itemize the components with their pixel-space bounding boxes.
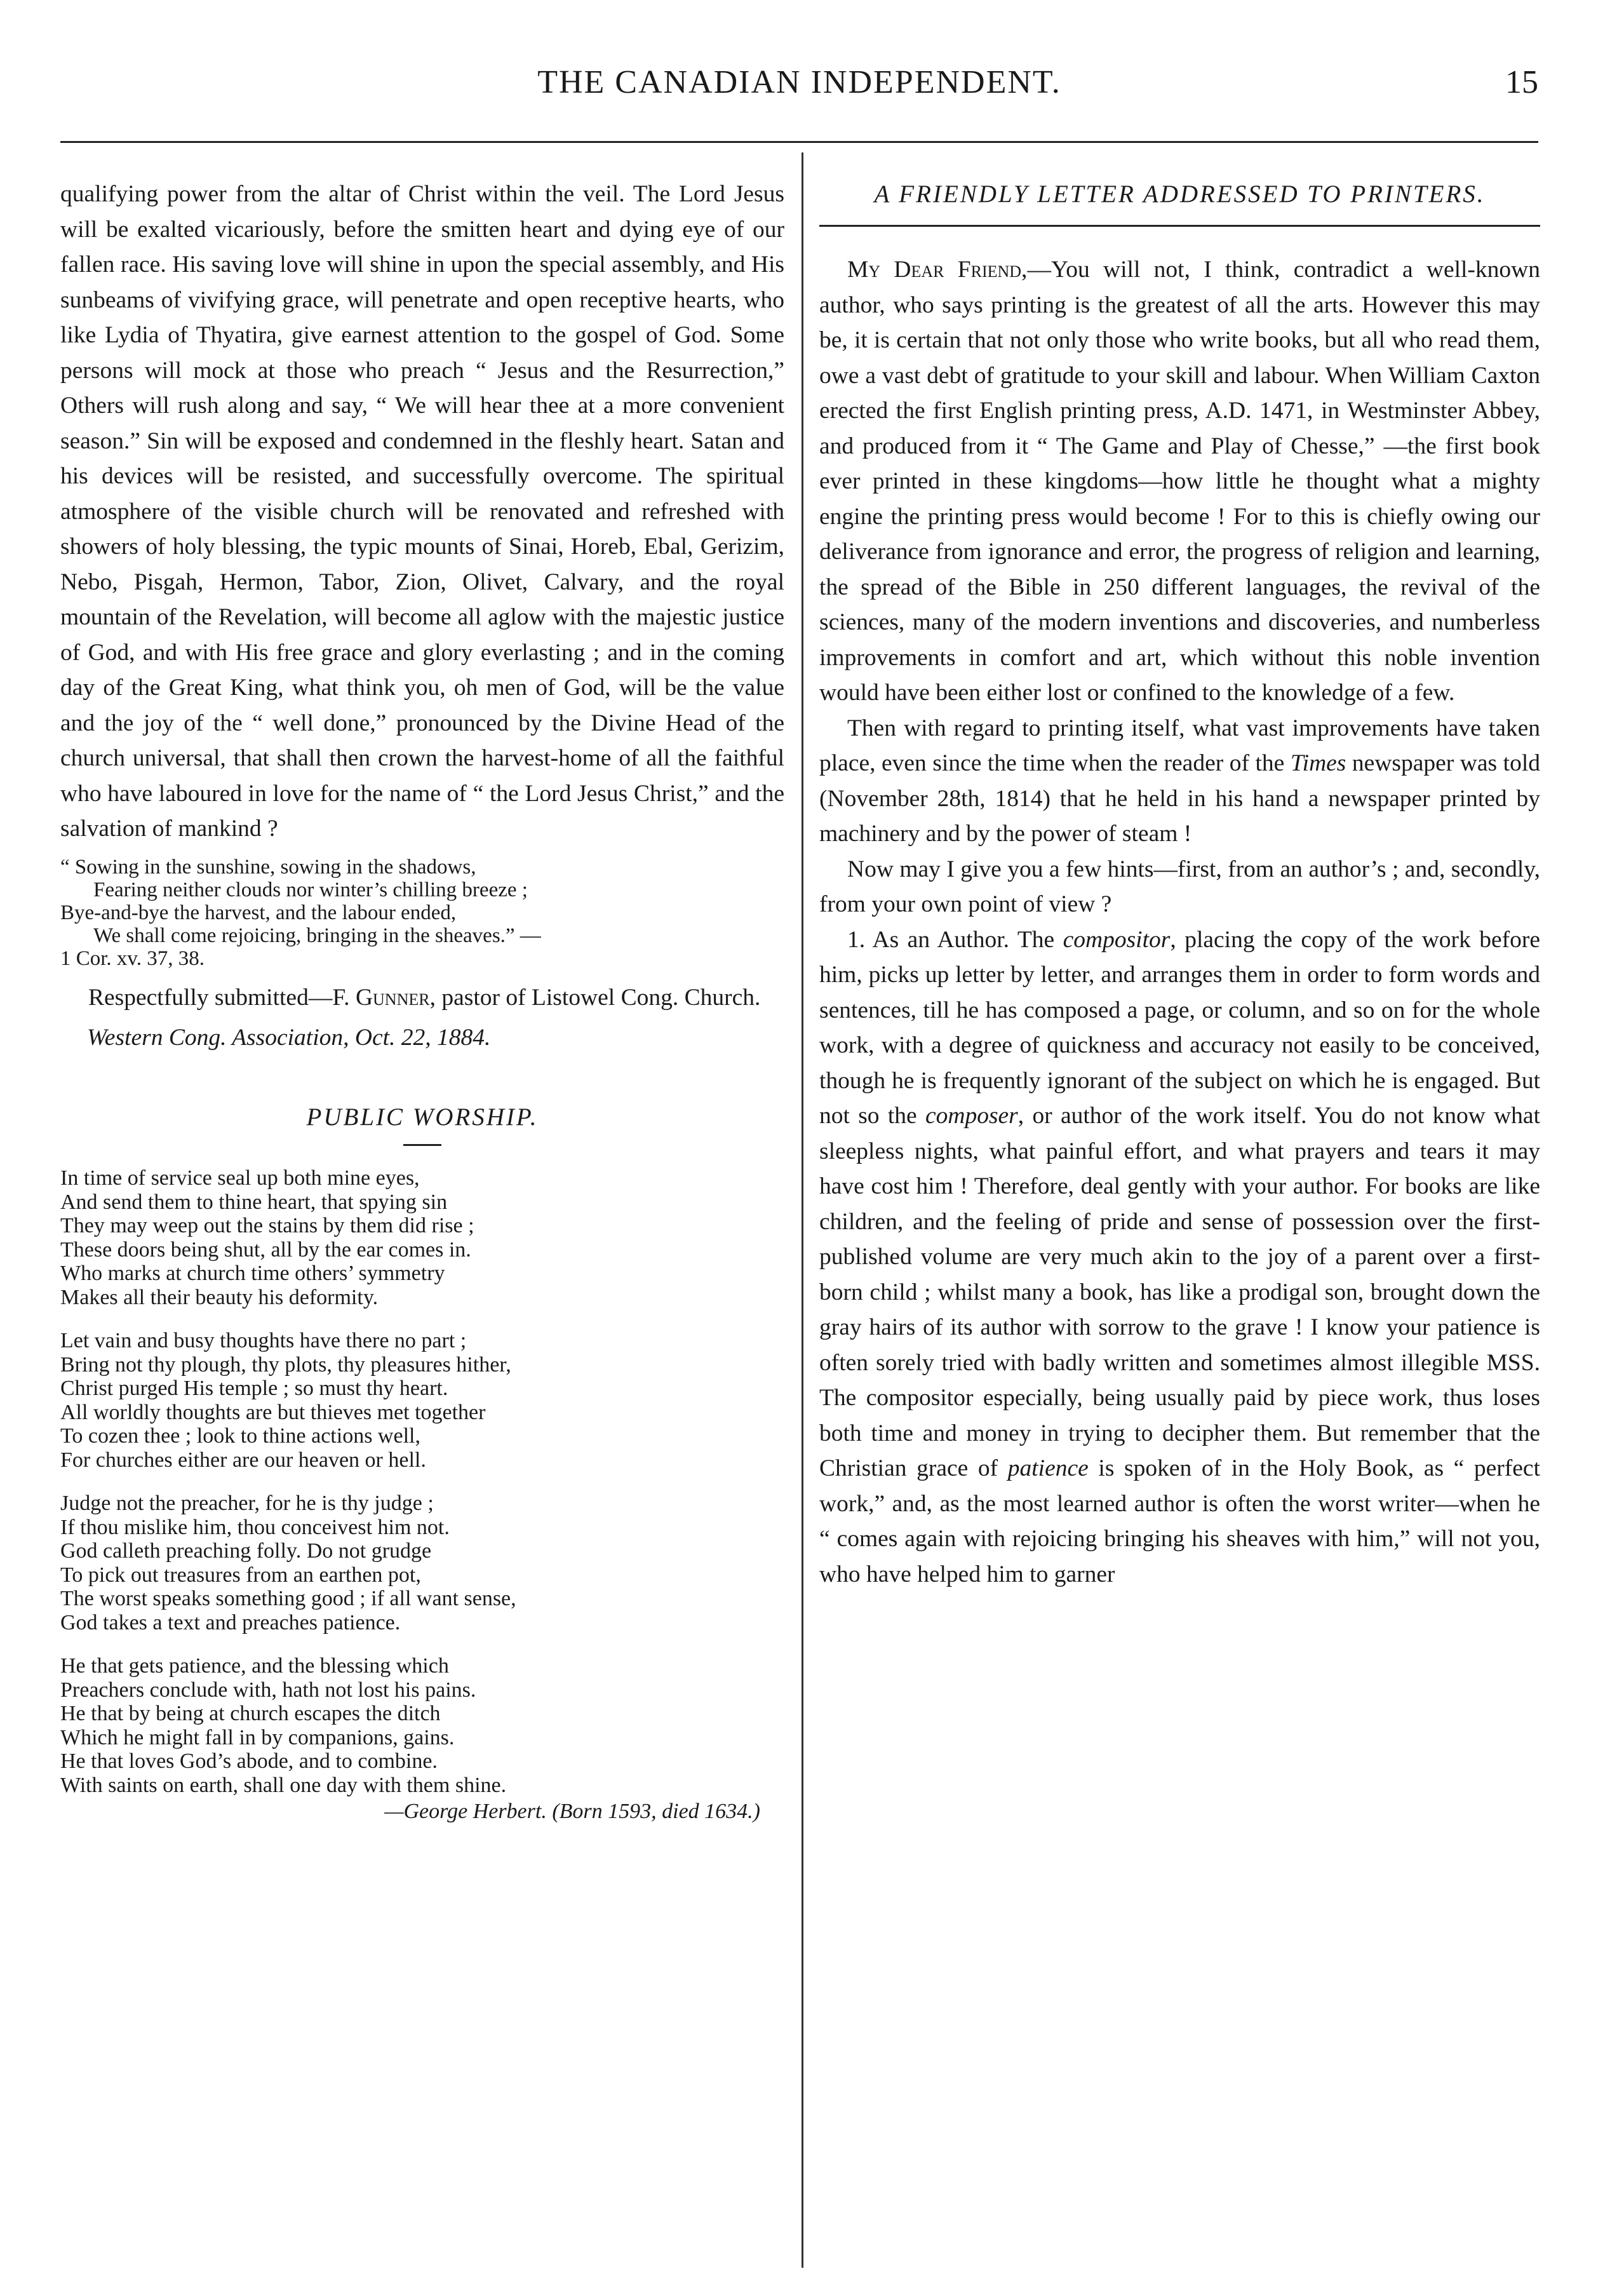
running-head — [60, 64, 1538, 114]
poem-line: These doors being shut, all by the ear comes in. — [60, 1237, 471, 1262]
poem-line: The worst speaks something good ; if all want sense, — [60, 1587, 516, 1610]
poem-line: For churches either are our heaven or hell. — [60, 1448, 426, 1472]
poem-line: Makes all their beauty his deformity. — [60, 1285, 379, 1309]
article-paragraph: My Dear Friend,—You will not, I think, contradict a well-known author, who says printing is the greatest of all the arts. However this may be, it is certain that not only those who write books, but all who read them, owe a vast debt of gratitude to your skill and labour. When William Caxton erected the first English printing press, A.D. 1471, in Westminster Abbey, and produced from it “ The Game and Play of Chesse,” —the first book ever printed in these kingdoms—how little he thought what a mighty engine the printing press would become ! For to this is chiefly owing our deliverance from ignorance and error, the progress of religion and learning, the spread of the Bible in 250 different languages, the revival of the sciences, many of the modern inventions and discoveries, and numberless improvements in comfort and art, which without this noble invention would have been either lost or confined to the knowledge of a few. — [819, 257, 1540, 706]
poem-line: He that gets patience, and the blessing which — [60, 1654, 449, 1678]
article-title: A FRIENDLY LETTER ADDRESSED TO PRINTERS. — [874, 180, 1486, 208]
right-column — [819, 177, 1540, 1592]
poem-line: Who marks at church time others’ symmetry — [60, 1262, 445, 1285]
author-name: Gunner — [355, 984, 430, 1011]
poem-line: He that loves God’s abode, and to combine. — [60, 1749, 438, 1773]
report-continued-paragraph: qualifying power from the altar of Christ within the veil. The Lord Jesus will be exalted vicariously, before the smitten heart and dying eye of our fallen race. His saving love will shine in upon the special assembly, and His sunbeams of vivifying grace, will penetrate and open receptive hearts, who like Lydia of Thyatira, give earnest attention to the gospel of God. Some persons will mock at those who preach “ Jesus and the Resurrection,” Others will rush along and say, “ We will hear thee at a more convenient season.” Sin will be exposed and condemned in the fleshly heart. Satan and his devices will be resisted, and successfully overcome. The spiritual atmosphere of the visible church will be renovated and refreshed with showers of holy blessing, the typic mounts of Sinai, Horeb, Ebal, Gerizim, Nebo, Pisgah, Hermon, Tabor, Zion, Olivet, Calvary, and the royal mountain of the Revelation, will become all aglow with the majestic justice of God, and with His free grace and glory everlasting ; and in the coming day of the Great King, what think you, oh men of God, will be the value and the joy of the “ well done,” pronounced by the Divine Head of the church universal, that shall then crown the harvest-home of all the faithful who have laboured in love for the name of “ the Lord Jesus Christ,” and the salvation of mankind ? — [60, 181, 784, 842]
quote-line: Bye-and-bye the harvest, and the labour ended, — [60, 901, 457, 924]
article-paragraph: Now may I give you a few hints—first, from an author’s ; and, secondly, from your own point of view ? — [819, 856, 1540, 917]
poem-line: He that by being at church escapes the ditch — [60, 1702, 441, 1725]
column-divider — [802, 152, 803, 2268]
page-number: 15 — [1505, 64, 1538, 100]
hymn-quote — [60, 856, 784, 970]
quote-line: Fearing neither clouds nor winter’s chilling breeze ; — [93, 878, 528, 901]
poem-line: God calleth preaching folly. Do not grudge — [60, 1539, 432, 1563]
quote-reference: 1 Cor. xv. 37, 38. — [60, 946, 205, 970]
poem-line: They may weep out the stains by them did rise ; — [60, 1214, 474, 1237]
poem-line: If thou mislike him, thou conceivest him not. — [60, 1515, 450, 1539]
article-paragraph: Then with regard to printing itself, what vast improvements have taken place, even since the time when the reader of the Times newspaper was told (November 28th, 1814) that he held in his hand a newspaper printed by machinery and by the power of steam ! — [819, 715, 1540, 847]
poem-title: PUBLIC WORSHIP. — [306, 1103, 539, 1131]
poem-attribution: —George Herbert. (Born 1593, died 1634.) — [384, 1800, 760, 1823]
poem-line: Preachers conclude with, hath not lost his pains. — [60, 1678, 476, 1702]
quote-line: We shall come rejoicing, bringing in the sheaves.” — — [93, 924, 541, 947]
article-paragraph: 1. As an Author. The compositor, placing the copy of the work before him, picks up letter by letter, and arranges them in order to form words and sentences, till he has composed a page, or column, and so on for the whole work, with a degree of quickness and accuracy not easily to be conceived, though he is frequently ignorant of the subject on which he is engaged. But not so the composer, or author of the work itself. You do not know what sleepless nights, what painful effort, and what prayers and tears it may have cost him ! Therefore, deal gently with your author. For books are like children, and the feeling of pride and sense of possession over the first-published volume are very much akin to the joy of a parent over a first-born child ; whilst many a book, has like a prodigal son, brought down the gray hairs of its author with sorrow to the grave ! I know your patience is often sorely tried with badly written and sometimes almost illegible MSS. The compositor especially, being usually paid by piece work, thus loses both time and money in trying to decipher them. But remember that the Christian grace of patience is spoken of in the Holy Book, as “ perfect work,” and, as the most learned author is often the worst writer—when he “ comes again with rejoicing bringing his sheaves with him,” will not you, who have helped him to garner — [819, 926, 1540, 1587]
journal-title: THE CANADIAN INDEPENDENT. — [537, 64, 1061, 100]
quote-line: “ Sowing in the sunshine, sowing in the shadows, — [60, 855, 476, 879]
poem-line: Which he might fall in by companions, gains. — [60, 1725, 455, 1749]
title-rule — [403, 1144, 441, 1146]
poem-line: God takes a text and preaches patience. — [60, 1610, 401, 1634]
poem-line: Bring not thy plough, thy plots, thy pleasures hither, — [60, 1352, 511, 1377]
salutation: My Dear Friend, — [847, 257, 1028, 283]
title-rule — [819, 225, 1540, 227]
poem-line: And send them to thine heart, that spying sin — [60, 1190, 448, 1214]
poem-stanza — [60, 1654, 784, 1797]
dateline: Western Cong. Association, Oct. 22, 1884. — [87, 1025, 491, 1051]
left-column — [60, 177, 784, 1824]
poem-line: Judge not the preacher, for he is thy judge ; — [60, 1492, 434, 1515]
poem-stanza — [60, 1166, 784, 1309]
poem-line: Christ purged His temple ; so must thy heart. — [60, 1377, 448, 1400]
signoff: Respectfully submitted—F. Gunner, pastor of Listowel Cong. Church. — [88, 984, 761, 1011]
poem-line: Let vain and busy thoughts have there no part ; — [60, 1329, 467, 1352]
poem-stanza — [60, 1329, 784, 1472]
poem-line: To pick out treasures from an earthen pot, — [60, 1563, 421, 1587]
poem-line: To cozen thee ; look to thine actions well, — [60, 1424, 420, 1448]
poem-stanza — [60, 1492, 784, 1634]
poem-line: In time of service seal up both mine eyes, — [60, 1166, 420, 1190]
poem-line: With saints on earth, shall one day with them shine. — [60, 1773, 507, 1797]
header-rule — [60, 141, 1538, 143]
poem-line: All worldly thoughts are but thieves met together — [60, 1400, 486, 1424]
